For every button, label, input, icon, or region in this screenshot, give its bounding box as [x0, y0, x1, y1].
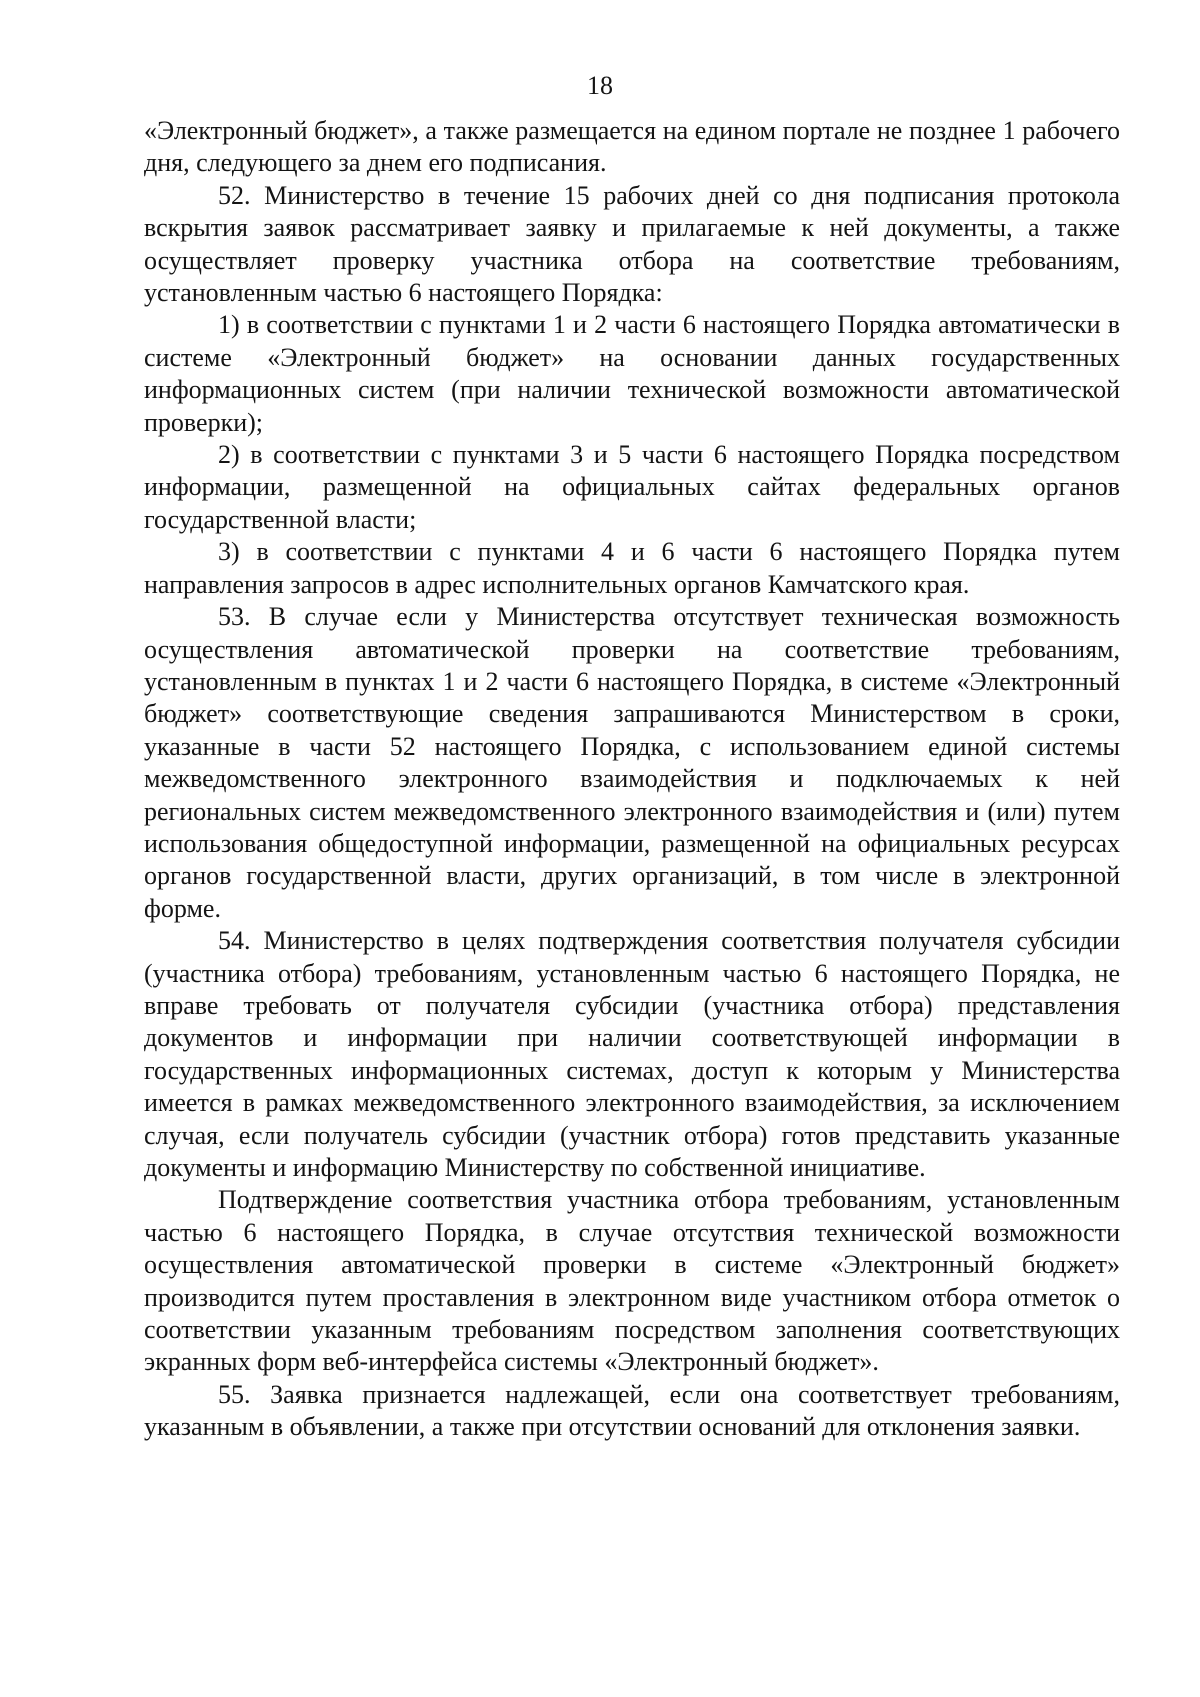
- paragraph-55: 55. Заявка признается надлежащей, если она соответствует требованиям, указанным в объявлении, а также при отсутствии оснований для отклонения заявки.: [144, 1379, 1120, 1442]
- paragraph-52-item-1: 1) в соответствии с пунктами 1 и 2 части 6 настоящего Порядка автоматически в системе «Электронный бюджет» на основании данных государственных информационных систем (при наличии технической возможности автоматической проверки);: [144, 310, 1120, 437]
- paragraph-52-item-2: 2) в соответствии с пунктами 3 и 5 части 6 настоящего Порядка посредством информации, размещенной на официальных сайтах федеральных органов государственной власти;: [144, 440, 1120, 534]
- paragraph-54-confirmation: Подтверждение соответствия участника отбора требованиям, установленным частью 6 настоящего Порядка, в случае отсутствия технической возможности осуществления автоматической проверки в системе «Электронный бюджет» производится путем проставления в электронном виде участником отбора отметок о соответствии указанным требованиям посредством заполнения соответствующих экранных форм веб-интерфейса системы «Электронный бюджет».: [144, 1185, 1120, 1377]
- paragraph-52: 52. Министерство в течение 15 рабочих дней со дня подписания протокола вскрытия заявок рассматривает заявку и прилагаемые к ней документы, а также осуществляет проверку участника отбора на соответствие требованиям, установленным частью 6 настоящего Порядка:: [144, 180, 1120, 308]
- page-number: 18: [587, 71, 613, 100]
- paragraph-54: 54. Министерство в целях подтверждения соответствия получателя субсидии (участника отбора) требованиям, установленным частью 6 настоящего Порядка, не вправе требовать от получателя субсидии (участника отбора) представления документов и информации при наличии соответствующей информации в государственных информационных системах, доступ к которым у Министерства имеется в рамках межведомственного электронного взаимодействия, за исключением случая, если получатель субсидии (участник отбора) готов представить указанные документы и информацию Министерству по собственной инициативе.: [144, 926, 1120, 1182]
- paragraph-continuation: «Электронный бюджет», а также размещается на едином портале не позднее 1 рабочего дня, следующего за днем его подписания.: [144, 116, 1120, 178]
- paragraph-52-item-3: 3) в соответствии с пунктами 4 и 6 части 6 настоящего Порядка путем направления запросов в адрес исполнительных органов Камчатского края.: [144, 537, 1120, 599]
- document-body: [144, 115, 1120, 1444]
- paragraph-53: 53. В случае если у Министерства отсутствует техническая возможность осуществления автоматической проверки на соответствие требованиям, установленным в пунктах 1 и 2 части 6 настоящего Порядка, в системе «Электронный бюджет» соответствующие сведения запрашиваются Министерством в сроки, указанные в части 52 настоящего Порядка, с использованием единой системы межведомственного электронного взаимодействия и подключаемых к ней региональных систем межведомственного электронного взаимодействия и (или) путем использования общедоступной информации, размещенной на официальных ресурсах органов государственной власти, других организаций, в том числе в электронной форме.: [144, 602, 1120, 923]
